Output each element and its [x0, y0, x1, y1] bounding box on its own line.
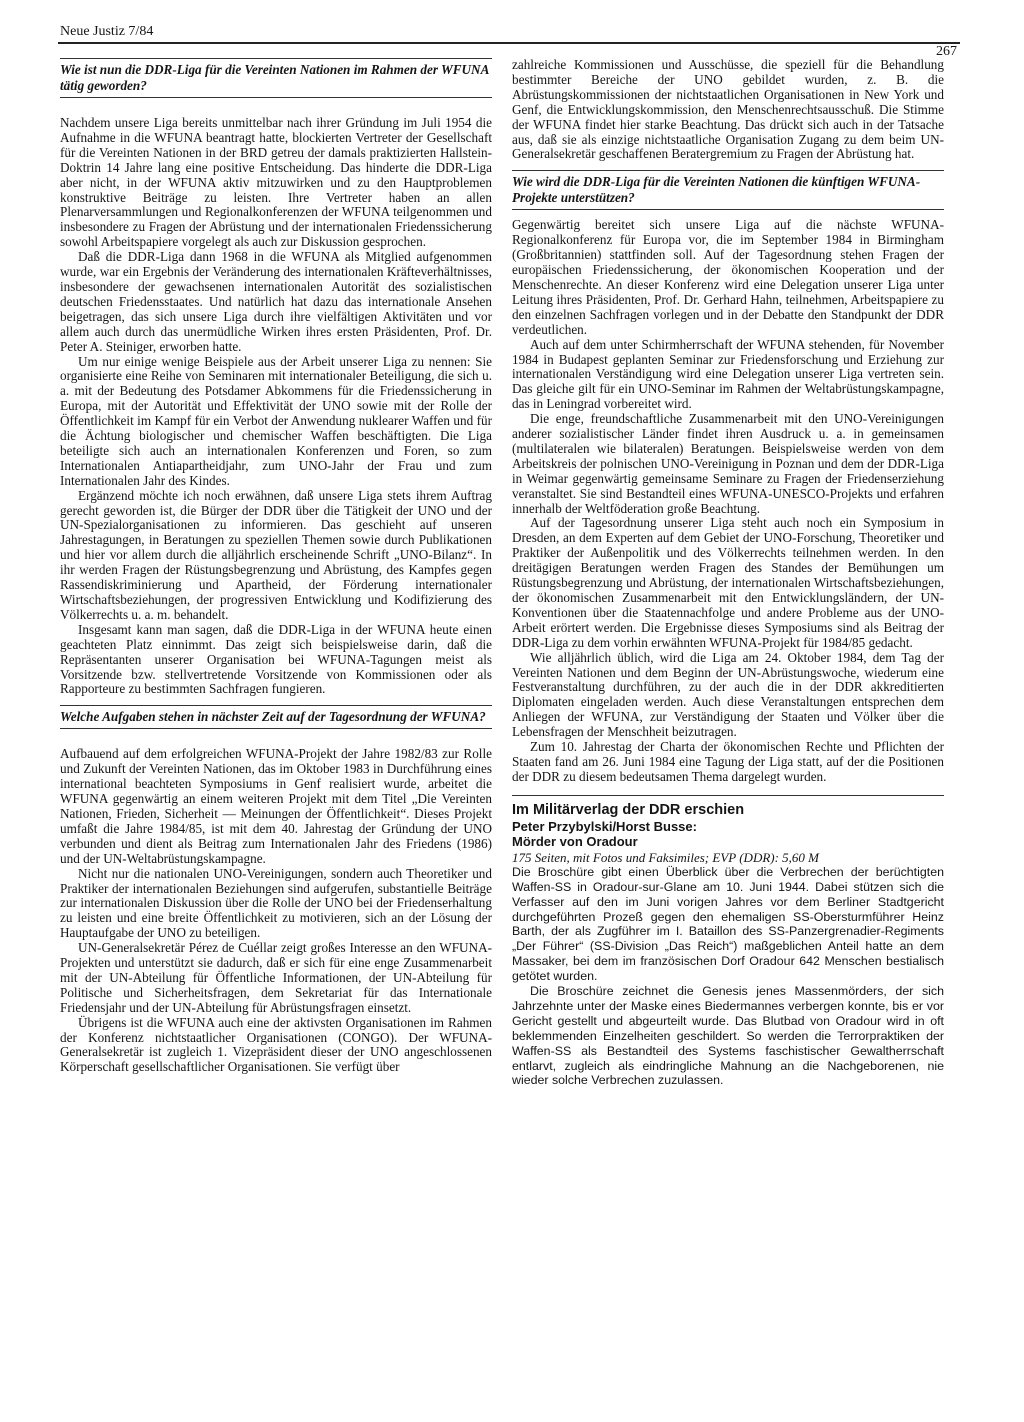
- paragraph: Die enge, freundschaftliche Zusammenarbeit mit den UNO-Vereinigungen anderer sozialistischer Länder findet ihren Ausdruck u. a. in gemeinsamen (multilateralen wie bilateralen) Beratungen. Beispielsweise werden von dem Arbeitskreis der polnischen UNO-Vereinigung in Poznan und dem der DDR-Liga in Weimar gegenwärtig gemeinsame Seminare zu Fragen der Friedenserziehung veranstaltet. Sie sind Bestandteil eines WFUNA-UNESCO-Projekts und erfahren innerhalb der Weltföderation große Beachtung.: [512, 411, 944, 516]
- paragraph: Auf der Tagesordnung unserer Liga steht auch noch ein Symposium in Dresden, an dem Experten auf dem Gebiet der UNO-Forschung, Theoretiker und Praktiker der Außenpolitik und des Völkerrechts teilnehmen werden. In den dreitägigen Beratungen werden Fragen des Standes der Bemühungen um Rüstungsbegrenzung und Abrüstung, der internationalen Wirtschaftsbeziehungen, der ökonomischen Zusammenarbeit mit den Entwicklungsländern, der UN-Konventionen über die Staatennachfolge und andere Probleme aus der UNO-Arbeit erörtert werden. Die Ergebnisse dieses Symposiums sind als Beitrag der DDR-Liga zu dem vorhin erwähnten WFUNA-Projekt für 1984/85 gedacht.: [512, 515, 944, 650]
- review-heading: Im Militärverlag der DDR erschien: [512, 801, 745, 818]
- review-authors: Peter Przybylski/Horst Busse:: [512, 818, 697, 834]
- paragraph: Zum 10. Jahrestag der Charta der ökonomischen Rechte und Pflichten der Staaten fand am 26. Juni 1984 eine Tagung der Liga statt, auf der die Positionen der DDR zu diesem bedeutsamen Thema dargelegt wurden.: [512, 739, 944, 784]
- review-paragraph: Die Broschüre zeichnet die Genesis jenes Massenmörders, der sich Jahrzehnte unter der Maske eines Biedermannes verbergen konnte, bis er vor Gericht gestellt und abgeurteilt wurde. Das Blutbad von Oradour wird in oft beklemmenden Einzelheiten geschildert. So werden die Terrorpraktiken der Waffen-SS als Bestandteil des Systems faschistischer Gewaltherrschaft entlarvt, zugleich als eindringliche Mahnung an die Nachgeborenen, nie wieder solche Verbrechen zuzulassen.: [512, 984, 944, 1088]
- review-book-details: 175 Seiten, mit Fotos und Faksimiles; EVP (DDR): 5,60 M: [512, 849, 820, 865]
- question-3: Wie wird die DDR-Liga für die Vereinten Nationen die künftigen WFUNA-Projekte unterstützen?: [512, 170, 944, 210]
- question-1: Wie ist nun die DDR-Liga für die Vereinten Nationen im Rahmen der WFUNA tätig geworden?: [60, 58, 492, 98]
- paragraph: Übrigens ist die WFUNA auch eine der aktivsten Organisationen im Rahmen der Konferenz nichtstaatlicher Organisationen (CONGO). Der WFUNA-Generalsekretär ist zugleich 1. Vizepräsident dieser der UNO angeschlossenen Körperschaft gesellschaftlicher Organisationen. Sie verfügt über: [60, 1014, 492, 1075]
- paragraph: Um nur einige wenige Beispiele aus der Arbeit unserer Liga zu nennen: Sie organisierte eine Reihe von Seminaren mit internationaler Beteiligung, die sich u. a. mit der Bedeutung des Potsdamer Abkommens für die Friedenssicherung in Europa, mit der Autorität und Effektivität der UNO sowie mit der Rolle der Öffentlichkeit im Kampf für ein Verbot der Anwendung nuklearer Waffen und für die Ächtung biologischer und chemischer Waffen beschäftigten. Die Liga beteiligte sich auch an internationalen Konferenzen und Foren, so zum Internationalen Antiapartheidjahr, zum UNO-Jahr der Frau und zum Internationalen Jahr des Kindes.: [60, 353, 492, 488]
- paragraph: Auch auf dem unter Schirmherrschaft der WFUNA stehenden, für November 1984 in Budapest geplanten Seminar zur Friedensforschung und Erziehung zur internationalen Verständigung wird eine Delegation unserer Liga vertreten sein. Das gleiche gilt für ein UNO-Seminar im Rahmen der Weltabrüstungskampagne, das in Leningrad vorbereitet wird.: [512, 336, 944, 412]
- review-paragraph: Die Broschüre gibt einen Überblick über die Verbrechen der berüchtigten Waffen-SS in Oradour-sur-Glane am 10. Juni 1944. Dabei stützen sich die Verfasser auf den im Juni vorigen Jahres vor dem Berliner Stadtgericht durchgeführten Prozeß gegen den ehemaligen SS-Obersturmführer Heinz Barth, der als Zugführer im I. Bataillon des SS-Panzergrenadier-Regiments „Der Führer“ (SS-Division „Das Reich“) maßgeblichen Anteil hatte an dem Massaker, bei dem im französischen Dorf Oradour 642 Menschen bestialisch getötet wurden.: [512, 864, 944, 984]
- paragraph: Aufbauend auf dem erfolgreichen WFUNA-Projekt der Jahre 1982/83 zur Rolle und Zukunft der Vereinten Nationen, das im Oktober 1983 in Durchführung eines international beachteten Symposiums in Genf realisiert wurde, arbeitet die WFUNA gegenwärtig an einem weiteren Projekt mit dem Titel „Die Vereinten Nationen, Frieden, Sicherheit — Meinungen der Öffentlichkeit“. Dieses Projekt umfaßt die Jahre 1984/85, ist mit dem 40. Jahrestag der Gründung der UNO verbunden und dient als Beitrag zum Internationalen Jahr des Friedens (1986) und der UN-Weltabrüstungskampagne.: [60, 746, 492, 866]
- paragraph-continuation: zahlreiche Kommissionen und Ausschüsse, die speziell für die Behandlung bestimmter Bereiche der UNO gebildet wurden, z. B. die Abrüstungskommissionen der nichtstaatlichen Organisationen in New York und Genf, die Entwicklungskommission, den Menschenrechtsausschuß. Die Stimme der WFUNA findet hier starke Beachtung. Das drückt sich auch in der Tatsache aus, daß sie als einzige nichtstaatliche Organisation Zugang zu dem beim UN-Generalsekretär geschaffenen Beratergremium zu Fragen der Abrüstung hat.: [512, 57, 944, 162]
- left-column: [60, 58, 492, 1075]
- page-number: 267: [936, 44, 957, 59]
- paragraph: Insgesamt kann man sagen, daß die DDR-Liga in der WFUNA heute einen geachteten Platz einnimmt. Das zeigt sich beispielsweise darin, daß die Repräsentanten unserer Organisation bei WFUNA-Tagungen meist als Vorsitzende bzw. stellvertretende Vorsitzende von Kommissionen oder als Rapporteure zu bestimmten Sachfragen fungieren.: [60, 621, 492, 697]
- paragraph: Nachdem unsere Liga bereits unmittelbar nach ihrer Gründung im Juli 1954 die Aufnahme in die WFUNA beantragt hatte, blockierten Vertreter der Gesellschaft für die Vereinten Nationen in der BRD getreu der damals praktizierten Hallstein-Doktrin 14 Jahre lang eine positive Entscheidung. Das hinderte die DDR-Liga aber nicht, in der WFUNA aktiv mitzuwirken und zu den Hauptproblemen konstruktive Beiträge zu leisten. Ihre Vertreter haben an allen Plenarversammlungen und Regionalkonferenzen der WFUNA teilgenommen und insbesondere zu Fragen der Abrüstung und der internationalen Friedenssicherung sowohl Arbeitspapiere vorgelegt als auch zur Diskussion gesprochen.: [60, 115, 492, 250]
- paragraph: Gegenwärtig bereitet sich unsere Liga auf die nächste WFUNA-Regionalkonferenz für Europa vor, die im September 1984 in Birmingham (Großbritannien) stattfinden soll. Auf der Tagesordnung stehen Fragen der europäischen Friedenssicherung, der ökonomischen Kooperation und der Menschenrechte. An dieser Konferenz wird eine Delegation unserer Liga unter Leitung ihres Präsidenten, Prof. Dr. Gerhard Hahn, teilnehmen, Arbeitspapiere zu den einzelnen Sachfragen vorlegen und in der Debatte den Standpunkt der DDR verdeutlichen.: [512, 217, 944, 337]
- paragraph: Daß die DDR-Liga dann 1968 in die WFUNA als Mitglied aufgenommen wurde, war ein Ergebnis der Veränderung des internationalen Kräfteverhältnisses, insbesondere der gewachsenen internationalen Autorität des sozialistischen deutschen Friedensstaates. Und natürlich hat dazu das internationale Ansehen beigetragen, das sich unsere Liga durch ihre vielfältigen Aktivitäten und vor allem auch durch das unermüdliche Wirken ihres ersten Präsidenten, Prof. Dr. Peter A. Steiniger, erworben hatte.: [60, 249, 492, 354]
- journal-header: Neue Justiz 7/84: [60, 24, 154, 39]
- book-review: [512, 795, 944, 1089]
- paragraph: Nicht nur die nationalen UNO-Vereinigungen, sondern auch Theoretiker und Praktiker der internationalen Beziehungen sind aufgerufen, substantielle Beiträge zur internationalen Diskussion über die Rolle der UNO bei der Friedenserhaltung zu leisten und eine breite Öffentlichkeit zu motivieren, sich an der Lösung der Hauptaufgabe der UNO zu beteiligen.: [60, 865, 492, 941]
- paragraph: Wie alljährlich üblich, wird die Liga am 24. Oktober 1984, dem Tag der Vereinten Nationen und dem Beginn der UN-Abrüstungswoche, wiederum eine Festveranstaltung durchführen, zu der auch die in der DDR akkreditierten Diplomaten eingeladen werden. Auch diese Veranstaltungen entsprechen dem Anliegen der WFUNA, zur Verständigung der Staaten und Völker über die Lebensfragen der Menschheit beizutragen.: [512, 649, 944, 740]
- question-2: Welche Aufgaben stehen in nächster Zeit auf der Tagesordnung der WFUNA?: [60, 705, 492, 729]
- paragraph: Ergänzend möchte ich noch erwähnen, daß unsere Liga stets ihrem Auftrag gerecht geworden ist, die Bürger der DDR über die Tätigkeit der UNO und der UN-Spezialorganisationen zu informieren. Das geschieht auf unseren Jahrestagungen, in Beratungen zu speziellen Themen sowie durch Publikationen und hier vor allem durch die alljährlich erscheinende Schrift „UNO-Bilanz“. In ihr werden Fragen der Rüstungsbegrenzung und Abrüstung, des Kampfes gegen Rassendiskriminierung und Apartheid, der Förderung internationaler Wirtschaftsbeziehungen, der progressiven Entwicklung und Kodifizierung des Völkerrechts u. a. m. behandelt.: [60, 487, 492, 622]
- right-column: [512, 58, 944, 1088]
- header-rule: [58, 42, 960, 44]
- paragraph: UN-Generalsekretär Pérez de Cuéllar zeigt großes Interesse an den WFUNA-Projekten und unterstützt sie dadurch, daß er sich für eine enge Zusammenarbeit mit der UN-Abteilung für Öffentliche Informationen, der UN-Abteilung für Politische und Sicherheitsfragen, dem Sekretariat für das Internationale Friedensjahr und der UN-Abteilung für Abrüstungsfragen einsetzt.: [60, 940, 492, 1015]
- review-book-title: Mörder von Oradour: [512, 834, 638, 850]
